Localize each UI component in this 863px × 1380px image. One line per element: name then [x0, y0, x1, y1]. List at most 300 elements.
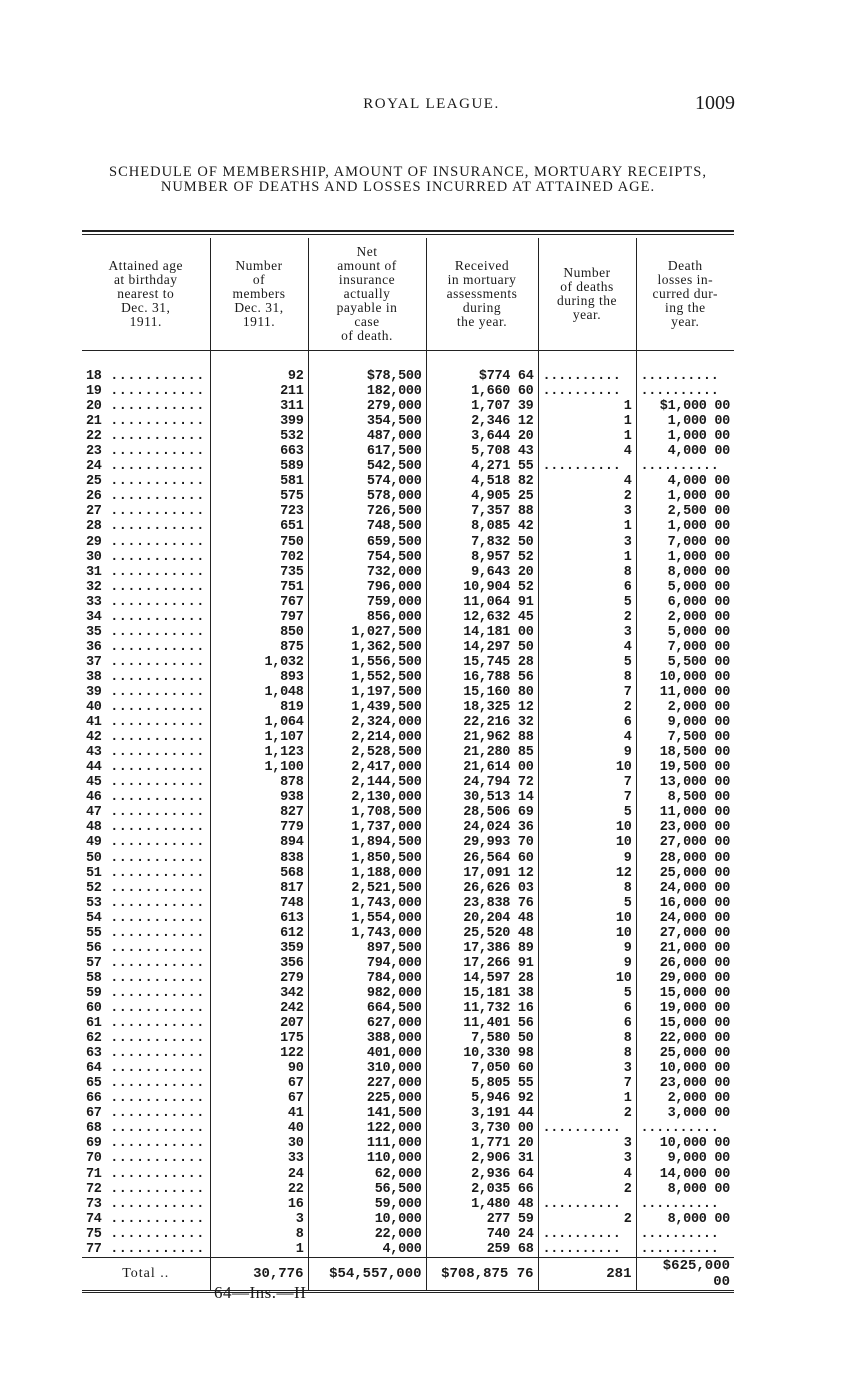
members-cell: 589	[210, 459, 308, 474]
deaths-cell: 3	[538, 625, 636, 640]
received-cell: 7,050 60	[426, 1061, 538, 1076]
losses-cell: 2,000 00	[636, 1091, 734, 1106]
leader-dots: ..........	[636, 1227, 734, 1242]
leader-dots: ..........	[538, 1227, 636, 1242]
losses-cell: 5,500 00	[636, 655, 734, 670]
deaths-cell: 10	[538, 926, 636, 941]
age-cell	[82, 730, 210, 745]
age-cell	[82, 399, 210, 414]
age-cell	[82, 655, 210, 670]
age-value: 64	[86, 1061, 102, 1077]
insurance-cell: 2,324,000	[308, 715, 426, 730]
age-value: 19	[86, 384, 102, 400]
members-cell: 22	[210, 1182, 308, 1197]
losses-cell: 7,000 00	[636, 640, 734, 655]
insurance-cell: 1,743,000	[308, 926, 426, 941]
received-cell: 20,204 48	[426, 911, 538, 926]
members-cell: 33	[210, 1151, 308, 1166]
table-row	[82, 595, 734, 610]
age-cell	[82, 971, 210, 986]
members-cell: 1,107	[210, 730, 308, 745]
age-cell	[82, 670, 210, 685]
table-row	[82, 805, 734, 820]
deaths-cell: 10	[538, 971, 636, 986]
age-cell	[82, 1197, 210, 1212]
age-value: 40	[86, 700, 102, 716]
received-cell: 24,024 36	[426, 820, 538, 835]
age-cell	[82, 986, 210, 1001]
insurance-cell: 1,554,000	[308, 911, 426, 926]
age-value: 75	[86, 1226, 102, 1242]
members-cell: 359	[210, 941, 308, 956]
received-cell: $774 64	[426, 351, 538, 385]
age-cell	[82, 1151, 210, 1166]
received-cell: 5,946 92	[426, 1091, 538, 1106]
table-row	[82, 1151, 734, 1166]
insurance-cell: 748,500	[308, 519, 426, 534]
leader-dots: ...........	[101, 639, 205, 655]
insurance-cell: 1,362,500	[308, 640, 426, 655]
members-cell: 938	[210, 790, 308, 805]
deaths-cell: 7	[538, 685, 636, 700]
table-row	[82, 504, 734, 519]
leader-dots: ..........	[636, 459, 734, 474]
members-cell: 875	[210, 640, 308, 655]
received-cell: 5,708 43	[426, 444, 538, 459]
table-row	[82, 1091, 734, 1106]
age-value: 52	[86, 880, 102, 896]
age-cell	[82, 550, 210, 565]
received-cell: 7,357 88	[426, 504, 538, 519]
received-cell: 17,091 12	[426, 866, 538, 881]
table-row	[82, 730, 734, 745]
age-cell	[82, 1091, 210, 1106]
members-cell: 1	[210, 1242, 308, 1258]
members-cell: 67	[210, 1076, 308, 1091]
losses-cell: 25,000 00	[636, 866, 734, 881]
members-cell: 581	[210, 474, 308, 489]
age-cell	[82, 414, 210, 429]
age-cell	[82, 1046, 210, 1061]
age-value: 34	[86, 609, 102, 625]
age-cell	[82, 535, 210, 550]
received-cell: 277 59	[426, 1212, 538, 1227]
received-cell: 2,035 66	[426, 1182, 538, 1197]
top-rule-thin	[82, 234, 734, 235]
members-cell: 207	[210, 1016, 308, 1031]
age-value: 46	[86, 790, 102, 806]
deaths-cell: 12	[538, 866, 636, 881]
losses-cell: 4,000 00	[636, 474, 734, 489]
members-cell: 723	[210, 504, 308, 519]
members-cell: 175	[210, 1031, 308, 1046]
table-row	[82, 474, 734, 489]
insurance-cell: 2,417,000	[308, 760, 426, 775]
age-value: 37	[86, 654, 102, 670]
age-value: 56	[86, 940, 102, 956]
age-cell	[82, 926, 210, 941]
insurance-cell: 732,000	[308, 565, 426, 580]
age-cell	[82, 745, 210, 760]
received-cell: 4,518 82	[426, 474, 538, 489]
table-row	[82, 941, 734, 956]
members-cell: 827	[210, 805, 308, 820]
deaths-cell: 2	[538, 1106, 636, 1121]
deaths-cell: 10	[538, 835, 636, 850]
received-cell: 14,181 00	[426, 625, 538, 640]
received-cell: 7,832 50	[426, 535, 538, 550]
age-value: 68	[86, 1121, 102, 1137]
received-cell: 21,280 85	[426, 745, 538, 760]
received-cell: 26,564 60	[426, 851, 538, 866]
header-row	[82, 238, 734, 351]
age-value: 60	[86, 1000, 102, 1016]
age-value: 53	[86, 895, 102, 911]
members-cell: 92	[210, 351, 308, 385]
age-cell	[82, 504, 210, 519]
losses-cell: 21,000 00	[636, 941, 734, 956]
age-cell	[82, 805, 210, 820]
table-row	[82, 535, 734, 550]
total-received: $708,875 76	[426, 1257, 538, 1291]
age-cell	[82, 866, 210, 881]
age-cell	[82, 1242, 210, 1258]
total-row	[82, 1257, 734, 1291]
losses-cell: 1,000 00	[636, 429, 734, 444]
deaths-cell: 1	[538, 399, 636, 414]
age-cell	[82, 595, 210, 610]
table-row	[82, 971, 734, 986]
received-cell: 17,386 89	[426, 941, 538, 956]
insurance-cell: 182,000	[308, 384, 426, 399]
schedule-title: SCHEDULE OF MEMBERSHIP, AMOUNT OF INSURANCE, MORTUARY RECEIPTS, NUMBER OF DEATHS AND LOSSES INCURRED AT ATTAINED AGE.	[109, 164, 707, 195]
losses-cell: 3,000 00	[636, 1106, 734, 1121]
received-cell: 14,597 28	[426, 971, 538, 986]
leader-dots: ...........	[101, 549, 205, 565]
members-cell: 797	[210, 610, 308, 625]
leader-dots: ...........	[101, 835, 205, 851]
leader-dots: ...........	[101, 1226, 205, 1242]
total-deaths: 281	[538, 1257, 636, 1291]
leader-dots: ...........	[101, 369, 205, 385]
deaths-cell: 3	[538, 1061, 636, 1076]
age-cell	[82, 474, 210, 489]
deaths-cell: 8	[538, 1046, 636, 1061]
leader-dots: ...........	[101, 429, 205, 445]
leader-dots: ..........	[636, 384, 734, 399]
losses-cell: 22,000 00	[636, 1031, 734, 1046]
age-value: 29	[86, 534, 102, 550]
received-cell: 23,838 76	[426, 896, 538, 911]
members-cell: 399	[210, 414, 308, 429]
received-cell: 1,771 20	[426, 1136, 538, 1151]
insurance-cell: 279,000	[308, 399, 426, 414]
insurance-cell: 664,500	[308, 1001, 426, 1016]
age-cell	[82, 1212, 210, 1227]
insurance-cell: 388,000	[308, 1031, 426, 1046]
table-row	[82, 866, 734, 881]
received-cell: 29,993 70	[426, 835, 538, 850]
age-cell	[82, 851, 210, 866]
age-cell	[82, 429, 210, 444]
leader-dots: ...........	[101, 594, 205, 610]
deaths-cell: 8	[538, 1031, 636, 1046]
age-cell	[82, 444, 210, 459]
table-row	[82, 775, 734, 790]
losses-cell: 8,500 00	[636, 790, 734, 805]
losses-cell: 25,000 00	[636, 1046, 734, 1061]
received-cell: 17,266 91	[426, 956, 538, 971]
table-row	[82, 384, 734, 399]
members-cell: 1,100	[210, 760, 308, 775]
age-value: 23	[86, 444, 102, 460]
age-cell	[82, 881, 210, 896]
age-value: 39	[86, 685, 102, 700]
leader-dots: ...........	[101, 384, 205, 400]
leader-dots: ...........	[101, 865, 205, 881]
losses-cell: 2,500 00	[636, 504, 734, 519]
insurance-cell: 141,500	[308, 1106, 426, 1121]
members-cell: 1,064	[210, 715, 308, 730]
deaths-cell: 8	[538, 670, 636, 685]
leader-dots: ...........	[101, 1181, 205, 1197]
leader-dots: ...........	[101, 414, 205, 430]
received-cell: 1,480 48	[426, 1197, 538, 1212]
age-cell	[82, 941, 210, 956]
leader-dots: ...........	[101, 474, 205, 490]
members-cell: 311	[210, 399, 308, 414]
members-cell: 24	[210, 1166, 308, 1181]
table-row	[82, 1076, 734, 1091]
members-cell: 40	[210, 1121, 308, 1136]
insurance-cell: 856,000	[308, 610, 426, 625]
members-cell: 894	[210, 835, 308, 850]
table-row	[82, 1046, 734, 1061]
leader-dots: ...........	[101, 850, 205, 866]
insurance-cell: 59,000	[308, 1197, 426, 1212]
deaths-cell: 5	[538, 595, 636, 610]
insurance-cell: 225,000	[308, 1091, 426, 1106]
table-row	[82, 640, 734, 655]
leader-dots: ...........	[101, 1106, 205, 1122]
deaths-cell: 5	[538, 986, 636, 1001]
losses-cell: 6,000 00	[636, 595, 734, 610]
losses-cell: 27,000 00	[636, 835, 734, 850]
leader-dots: ...........	[101, 925, 205, 941]
members-cell: 356	[210, 956, 308, 971]
insurance-cell: 122,000	[308, 1121, 426, 1136]
deaths-cell: 4	[538, 1166, 636, 1181]
leader-dots: ..........	[636, 351, 734, 385]
deaths-cell: 7	[538, 775, 636, 790]
insurance-cell: 784,000	[308, 971, 426, 986]
received-cell: 15,160 80	[426, 685, 538, 700]
members-cell: 735	[210, 565, 308, 580]
deaths-cell: 2	[538, 1182, 636, 1197]
leader-dots: ...........	[101, 700, 205, 716]
members-cell: 779	[210, 820, 308, 835]
age-value: 44	[86, 760, 102, 776]
top-rule	[82, 230, 734, 232]
table-row	[82, 760, 734, 775]
age-cell	[82, 1166, 210, 1181]
total-members: 30,776	[210, 1257, 308, 1291]
table-row	[82, 926, 734, 941]
losses-cell: 10,000 00	[636, 670, 734, 685]
column-header-insurance: Net amount of insurance actually payable in case of death.	[308, 238, 426, 351]
deaths-cell: 1	[538, 429, 636, 444]
age-value: 38	[86, 669, 102, 685]
table-row	[82, 580, 734, 595]
deaths-cell: 1	[538, 1091, 636, 1106]
received-cell: 3,730 00	[426, 1121, 538, 1136]
members-cell: 613	[210, 911, 308, 926]
leader-dots: ...........	[101, 940, 205, 956]
insurance-cell: 897,500	[308, 941, 426, 956]
age-cell	[82, 1016, 210, 1031]
age-value: 51	[86, 865, 102, 881]
table-row	[82, 1212, 734, 1227]
leader-dots: ...........	[101, 820, 205, 836]
age-value: 43	[86, 745, 102, 761]
age-value: 67	[86, 1106, 102, 1122]
column-header-received: Received in mortuary assessments during the year.	[426, 238, 538, 351]
insurance-cell: 1,197,500	[308, 685, 426, 700]
table-row	[82, 745, 734, 760]
age-value: 54	[86, 910, 102, 926]
insurance-cell: 659,500	[308, 535, 426, 550]
insurance-cell: 627,000	[308, 1016, 426, 1031]
table-row	[82, 351, 734, 385]
age-value: 55	[86, 925, 102, 941]
column-header-members: Number of members Dec. 31, 1911.	[210, 238, 308, 351]
losses-cell: 11,000 00	[636, 685, 734, 700]
deaths-cell: 1	[538, 550, 636, 565]
deaths-cell: 5	[538, 896, 636, 911]
received-cell: 10,904 52	[426, 580, 538, 595]
received-cell: 3,191 44	[426, 1106, 538, 1121]
table-row	[82, 685, 734, 700]
members-cell: 663	[210, 444, 308, 459]
members-cell: 16	[210, 1197, 308, 1212]
losses-cell: 23,000 00	[636, 1076, 734, 1091]
deaths-cell: 2	[538, 489, 636, 504]
age-value: 57	[86, 955, 102, 971]
members-cell: 838	[210, 851, 308, 866]
age-value: 24	[86, 459, 102, 475]
schedule-table	[82, 238, 734, 1293]
received-cell: 2,346 12	[426, 414, 538, 429]
deaths-cell: 2	[538, 610, 636, 625]
age-value: 62	[86, 1031, 102, 1047]
table-row	[82, 550, 734, 565]
leader-dots: ...........	[101, 489, 205, 505]
age-cell	[82, 1031, 210, 1046]
table-row	[82, 1106, 734, 1121]
members-cell: 751	[210, 580, 308, 595]
losses-cell: 28,000 00	[636, 851, 734, 866]
page-number: 1009	[695, 92, 735, 114]
leader-dots: ...........	[101, 579, 205, 595]
members-cell: 893	[210, 670, 308, 685]
losses-cell: 19,500 00	[636, 760, 734, 775]
age-value: 25	[86, 474, 102, 490]
table-row	[82, 1242, 734, 1258]
insurance-cell: 310,000	[308, 1061, 426, 1076]
losses-cell: 4,000 00	[636, 444, 734, 459]
received-cell: 740 24	[426, 1227, 538, 1242]
leader-dots: ...........	[101, 1091, 205, 1107]
leader-dots: ...........	[101, 624, 205, 640]
losses-cell: 15,000 00	[636, 986, 734, 1001]
total-losses: $625,000 00	[636, 1257, 734, 1291]
insurance-cell: 227,000	[308, 1076, 426, 1091]
insurance-cell: 1,552,500	[308, 670, 426, 685]
table-row	[82, 986, 734, 1001]
age-value: 31	[86, 564, 102, 580]
received-cell: 11,064 91	[426, 595, 538, 610]
age-cell	[82, 1001, 210, 1016]
members-cell: 1,048	[210, 685, 308, 700]
losses-cell: 11,000 00	[636, 805, 734, 820]
members-cell: 878	[210, 775, 308, 790]
age-cell	[82, 715, 210, 730]
leader-dots: ...........	[101, 1151, 205, 1167]
members-cell: 817	[210, 881, 308, 896]
table-row	[82, 956, 734, 971]
leader-dots: ...........	[101, 1166, 205, 1182]
age-value: 41	[86, 715, 102, 731]
leader-dots: ...........	[101, 685, 205, 700]
received-cell: 15,181 38	[426, 986, 538, 1001]
table-row	[82, 715, 734, 730]
leader-dots: ...........	[101, 910, 205, 926]
deaths-cell: 8	[538, 565, 636, 580]
losses-cell: $1,000 00	[636, 399, 734, 414]
leader-dots: ..........	[636, 1242, 734, 1258]
table-row	[82, 565, 734, 580]
deaths-cell: 7	[538, 790, 636, 805]
leader-dots: ..........	[538, 1242, 636, 1258]
deaths-cell: 10	[538, 760, 636, 775]
deaths-cell: 10	[538, 911, 636, 926]
insurance-cell: 22,000	[308, 1227, 426, 1242]
deaths-cell: 9	[538, 745, 636, 760]
deaths-cell: 4	[538, 444, 636, 459]
losses-cell: 8,000 00	[636, 1212, 734, 1227]
losses-cell: 5,000 00	[636, 625, 734, 640]
insurance-cell: 2,214,000	[308, 730, 426, 745]
age-value: 27	[86, 504, 102, 520]
received-cell: 30,513 14	[426, 790, 538, 805]
received-cell: 259 68	[426, 1242, 538, 1258]
age-cell	[82, 580, 210, 595]
insurance-cell: 1,850,500	[308, 851, 426, 866]
insurance-cell: 796,000	[308, 580, 426, 595]
leader-dots: ...........	[101, 519, 205, 535]
members-cell: 850	[210, 625, 308, 640]
leader-dots: ...........	[101, 654, 205, 670]
table-row	[82, 896, 734, 911]
received-cell: 21,962 88	[426, 730, 538, 745]
insurance-cell: 726,500	[308, 504, 426, 519]
leader-dots: ...........	[101, 1076, 205, 1092]
losses-cell: 7,500 00	[636, 730, 734, 745]
total-insurance: $54,557,000	[308, 1257, 426, 1291]
table-row	[82, 1016, 734, 1031]
age-cell	[82, 565, 210, 580]
leader-dots: ...........	[101, 1031, 205, 1047]
